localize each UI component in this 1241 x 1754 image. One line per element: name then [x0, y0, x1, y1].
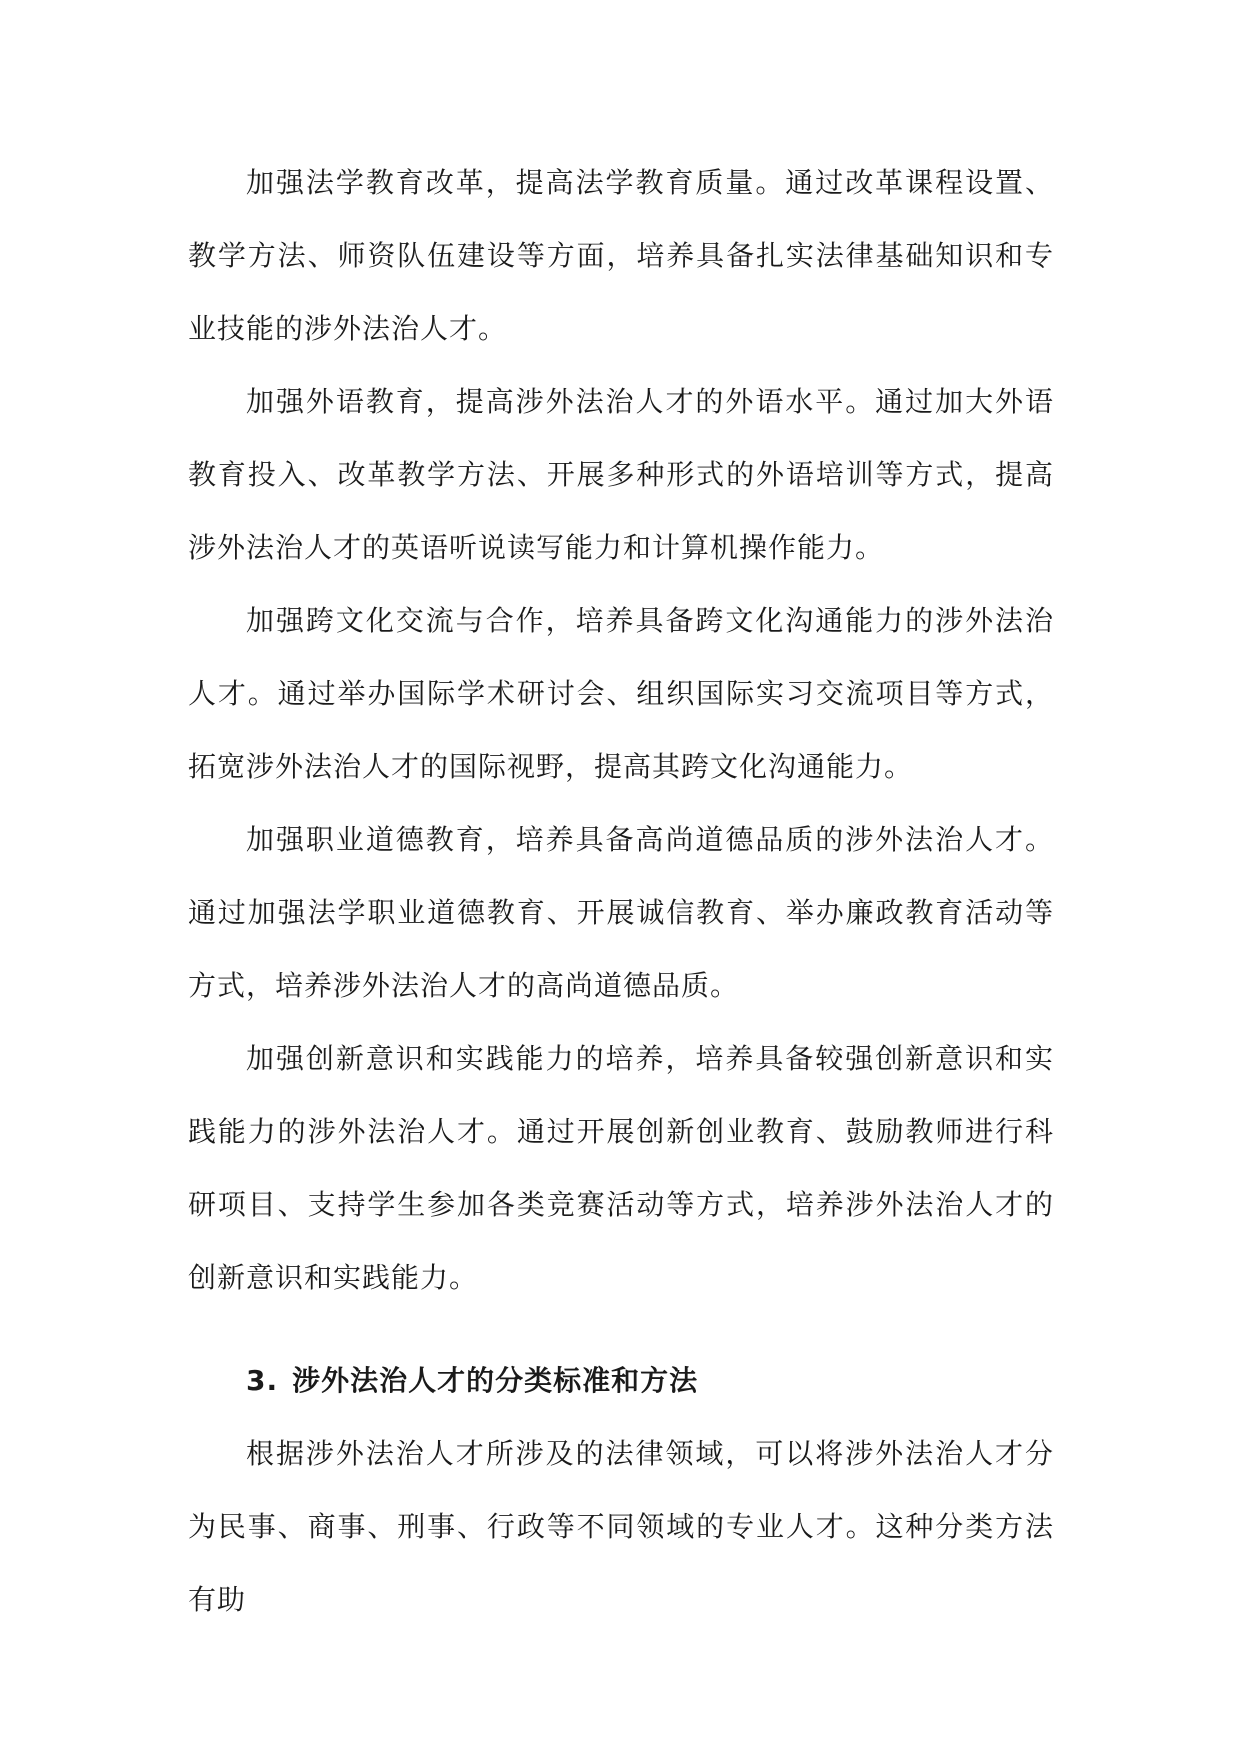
paragraph-innovation-practice: 加强创新意识和实践能力的培养，培养具备较强创新意识和实践能力的涉外法治人才。通过开展创新创业教育、鼓励教师进行科研项目、支持学生参加各类竞赛活动等方式，培养涉外法治人才的创新意识和实践能力。: [188, 1042, 1054, 1294]
paragraph-professional-ethics: 加强职业道德教育，培养具备高尚道德品质的涉外法治人才。通过加强法学职业道德教育、开展诚信教育、举办廉政教育活动等方式，培养涉外法治人才的高尚道德品质。: [188, 823, 1054, 1002]
section-heading: [188, 1344, 1054, 1417]
paragraph-foreign-language-education: 加强外语教育，提高涉外法治人才的外语水平。通过加大外语教育投入、改革教学方法、开展多种形式的外语培训等方式，提高涉外法治人才的英语听说读写能力和计算机操作能力。: [188, 385, 1054, 564]
document-body: [188, 146, 1054, 1636]
paragraph-cross-cultural-exchange: 加强跨文化交流与合作，培养具备跨文化沟通能力的涉外法治人才。通过举办国际学术研讨会、组织国际实习交流项目等方式，拓宽涉外法治人才的国际视野，提高其跨文化沟通能力。: [188, 604, 1054, 783]
paragraph-legal-education-reform: 加强法学教育改革，提高法学教育质量。通过改革课程设置、教学方法、师资队伍建设等方面，培养具备扎实法律基础知识和专业技能的涉外法治人才。: [188, 166, 1054, 345]
paragraph-classification: 根据涉外法治人才所涉及的法律领域，可以将涉外法治人才分为民事、商事、刑事、行政等不同领域的专业人才。这种分类方法有助: [188, 1437, 1054, 1616]
section-number: 3.: [246, 1364, 279, 1397]
section-title: 涉外法治人才的分类标准和方法: [292, 1364, 699, 1397]
